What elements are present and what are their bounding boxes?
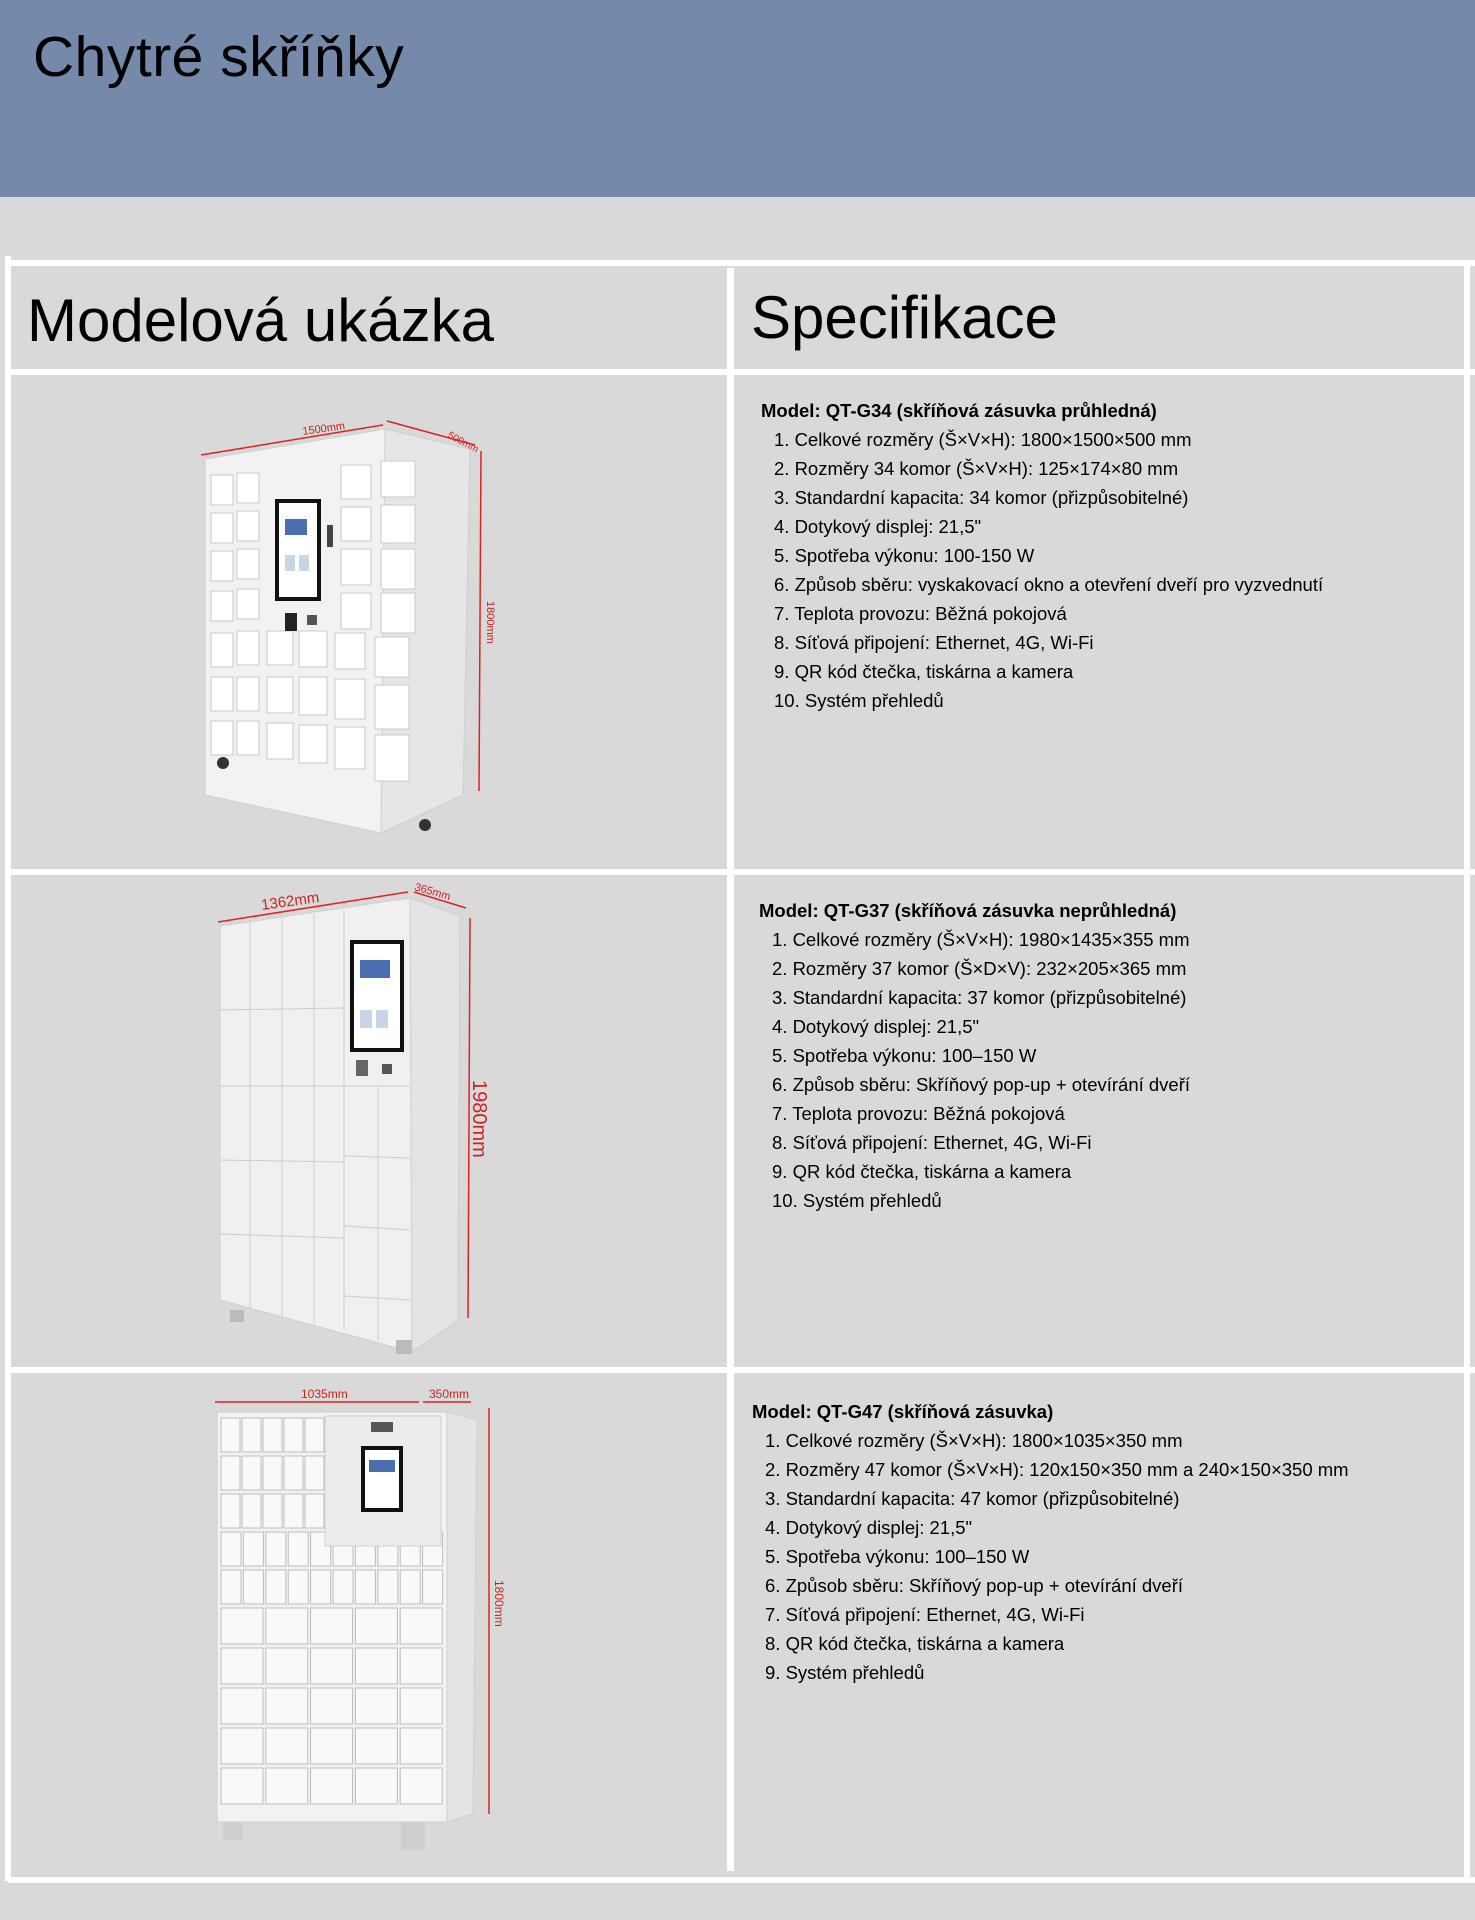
drawer-cell (284, 1456, 303, 1490)
header-banner (0, 0, 1475, 197)
drawer-cell (355, 1768, 397, 1804)
drawer-cell (266, 1688, 308, 1724)
spec-list (772, 925, 1190, 1215)
spec-item: 10. Systém přehledů (772, 1190, 942, 1211)
drawer-cell (400, 1688, 442, 1724)
drawer-cell (266, 1648, 308, 1684)
drawer-cell (400, 1648, 442, 1684)
drawer-cell (242, 1494, 261, 1528)
drawer-cell (311, 1728, 353, 1764)
header-row-divider (8, 369, 1475, 375)
drawer-cell (243, 1570, 263, 1604)
drawer-cell (284, 1418, 303, 1452)
drawer-cell (355, 1570, 375, 1604)
spec-item: 8. QR kód čtečka, tiskárna a kamera (765, 1633, 1065, 1654)
model-title: Model: QT-G37 (skříňová zásuvka neprůhledná) (759, 900, 1177, 921)
spec-item: 3. Standardní kapacita: 47 komor (přizpůsobitelné) (765, 1488, 1180, 1509)
table-border-bottom (8, 1877, 1475, 1883)
drawer-cell (400, 1608, 442, 1644)
spec-item: 3. Standardní kapacita: 34 komor (přizpůsobitelné) (774, 487, 1189, 508)
drawer-cell (333, 1570, 353, 1604)
drawer-cell (266, 1768, 308, 1804)
drawer-cell (266, 1608, 308, 1644)
product-image-qt-g34 (195, 415, 500, 835)
spec-item: 9. Systém přehledů (765, 1662, 925, 1683)
row-divider-1 (8, 869, 1475, 875)
spec-item: 6. Způsob sběru: vyskakovací okno a otevření dveří pro vyzvednutí (774, 574, 1324, 595)
drawer-cell (221, 1418, 240, 1452)
drawer-cell (263, 1456, 282, 1490)
spec-list (774, 425, 1323, 715)
dimension-height-label: 1800mm (492, 1580, 506, 1627)
spec-item: 7. Síťová připojení: Ethernet, 4G, Wi-Fi (765, 1604, 1085, 1625)
drawer-cell (266, 1728, 308, 1764)
drawer-cell (263, 1494, 282, 1528)
drawer-cell (221, 1494, 240, 1528)
drawer-cell (266, 1532, 286, 1566)
dimension-height-label: 1800mm (484, 601, 496, 644)
drawer-cell (221, 1728, 263, 1764)
spec-item: 1. Celkové rozměry (Š×V×H): 1800×1500×500 mm (774, 429, 1192, 450)
drawer-cell (284, 1494, 303, 1528)
spec-block-qt-g34 (761, 396, 1323, 715)
drawer-cell (243, 1532, 263, 1566)
spec-item: 5. Spotřeba výkonu: 100–150 W (765, 1546, 1030, 1567)
drawer-cell (311, 1648, 353, 1684)
drawer-cell (221, 1456, 240, 1490)
spec-block-qt-g47 (752, 1397, 1349, 1687)
drawer-cell (400, 1570, 420, 1604)
spec-block-qt-g37 (759, 896, 1190, 1215)
drawer-cell (305, 1494, 324, 1528)
spec-item: 8. Síťová připojení: Ethernet, 4G, Wi-Fi (774, 632, 1094, 653)
table-border-top (8, 260, 1475, 266)
drawer-cell (311, 1768, 353, 1804)
drawer-cell (263, 1418, 282, 1452)
drawer-cell (355, 1608, 397, 1644)
drawer-cell (221, 1768, 263, 1804)
table-border-left (5, 256, 11, 1881)
page-title: Chytré skříňky (33, 25, 405, 89)
spec-item: 2. Rozměry 37 komor (Š×D×V): 232×205×365 mm (772, 958, 1187, 979)
drawer-cell (400, 1768, 442, 1804)
drawer-cell (221, 1608, 263, 1644)
spec-item: 8. Síťová připojení: Ethernet, 4G, Wi-Fi (772, 1132, 1092, 1153)
locker-illustration-qt-g47 (205, 1370, 515, 1860)
spec-item: 7. Teplota provozu: Běžná pokojová (774, 603, 1067, 624)
column-divider (727, 268, 734, 1871)
spec-item: 1. Celkové rozměry (Š×V×H): 1980×1435×355 mm (772, 929, 1190, 950)
spec-item: 5. Spotřeba výkonu: 100–150 W (772, 1045, 1037, 1066)
dimension-width-label: 1500mm (301, 420, 346, 438)
dimension-depth-label: 350mm (429, 1387, 470, 1401)
spec-list (765, 1426, 1349, 1687)
spec-item: 2. Rozměry 34 komor (Š×V×H): 125×174×80 mm (774, 458, 1179, 479)
product-image-qt-g47 (205, 1370, 515, 1860)
dimension-height-label: 1980mm (468, 1080, 490, 1158)
drawer-cell (221, 1570, 241, 1604)
drawer-cell (311, 1688, 353, 1724)
model-title: Model: QT-G47 (skříňová zásuvka) (752, 1401, 1054, 1422)
drawer-cell (355, 1688, 397, 1724)
spec-item: 4. Dotykový displej: 21,5" (772, 1016, 980, 1037)
spec-item: 7. Teplota provozu: Běžná pokojová (772, 1103, 1065, 1124)
locker-illustration-qt-g37 (210, 880, 490, 1360)
spec-item: 1. Celkové rozměry (Š×V×H): 1800×1035×350 mm (765, 1430, 1183, 1451)
spec-item: 6. Způsob sběru: Skříňový pop-up + otevírání dveří (765, 1575, 1184, 1596)
product-image-qt-g37 (210, 880, 490, 1360)
drawer-cell (305, 1456, 324, 1490)
dimension-depth-label: 500mm (445, 429, 481, 456)
spec-item: 5. Spotřeba výkonu: 100-150 W (774, 545, 1035, 566)
spec-item: 4. Dotykový displej: 21,5" (774, 516, 982, 537)
drawer-cell (221, 1648, 263, 1684)
spec-item: 9. QR kód čtečka, tiskárna a kamera (774, 661, 1074, 682)
spec-item: 10. Systém přehledů (774, 690, 944, 711)
drawer-cell (288, 1532, 308, 1566)
drawer-cell (288, 1570, 308, 1604)
drawer-cell (242, 1418, 261, 1452)
drawer-cell (221, 1532, 241, 1566)
drawer-cell (311, 1570, 331, 1604)
drawer-cell (378, 1570, 398, 1604)
dimension-width-label: 1362mm (260, 889, 321, 914)
locker-illustration-qt-g34 (195, 415, 500, 835)
dimension-depth-label: 365mm (413, 881, 452, 903)
column-heading-models: Modelová ukázka (27, 287, 494, 354)
drawer-cell (355, 1728, 397, 1764)
spec-item: 4. Dotykový displej: 21,5" (765, 1517, 973, 1538)
drawer-cell (221, 1688, 263, 1724)
drawer-cell (423, 1570, 443, 1604)
drawer-cell (355, 1648, 397, 1684)
spec-item: 6. Způsob sběru: Skříňový pop-up + otevírání dveří (772, 1074, 1191, 1095)
dimension-width-label: 1035mm (301, 1387, 348, 1401)
column-heading-specs: Specifikace (751, 284, 1058, 351)
spec-item: 3. Standardní kapacita: 37 komor (přizpůsobitelné) (772, 987, 1187, 1008)
table-border-right (1464, 262, 1470, 1881)
drawer-cell (242, 1456, 261, 1490)
drawer-cell (305, 1418, 324, 1452)
spec-item: 9. QR kód čtečka, tiskárna a kamera (772, 1161, 1072, 1182)
spec-item: 2. Rozměry 47 komor (Š×V×H): 120x150×350 mm a 240×150×350 mm (765, 1459, 1349, 1480)
model-title: Model: QT-G34 (skříňová zásuvka průhledná) (761, 400, 1157, 421)
drawer-cell (400, 1728, 442, 1764)
drawer-cell (266, 1570, 286, 1604)
drawer-cell (311, 1608, 353, 1644)
